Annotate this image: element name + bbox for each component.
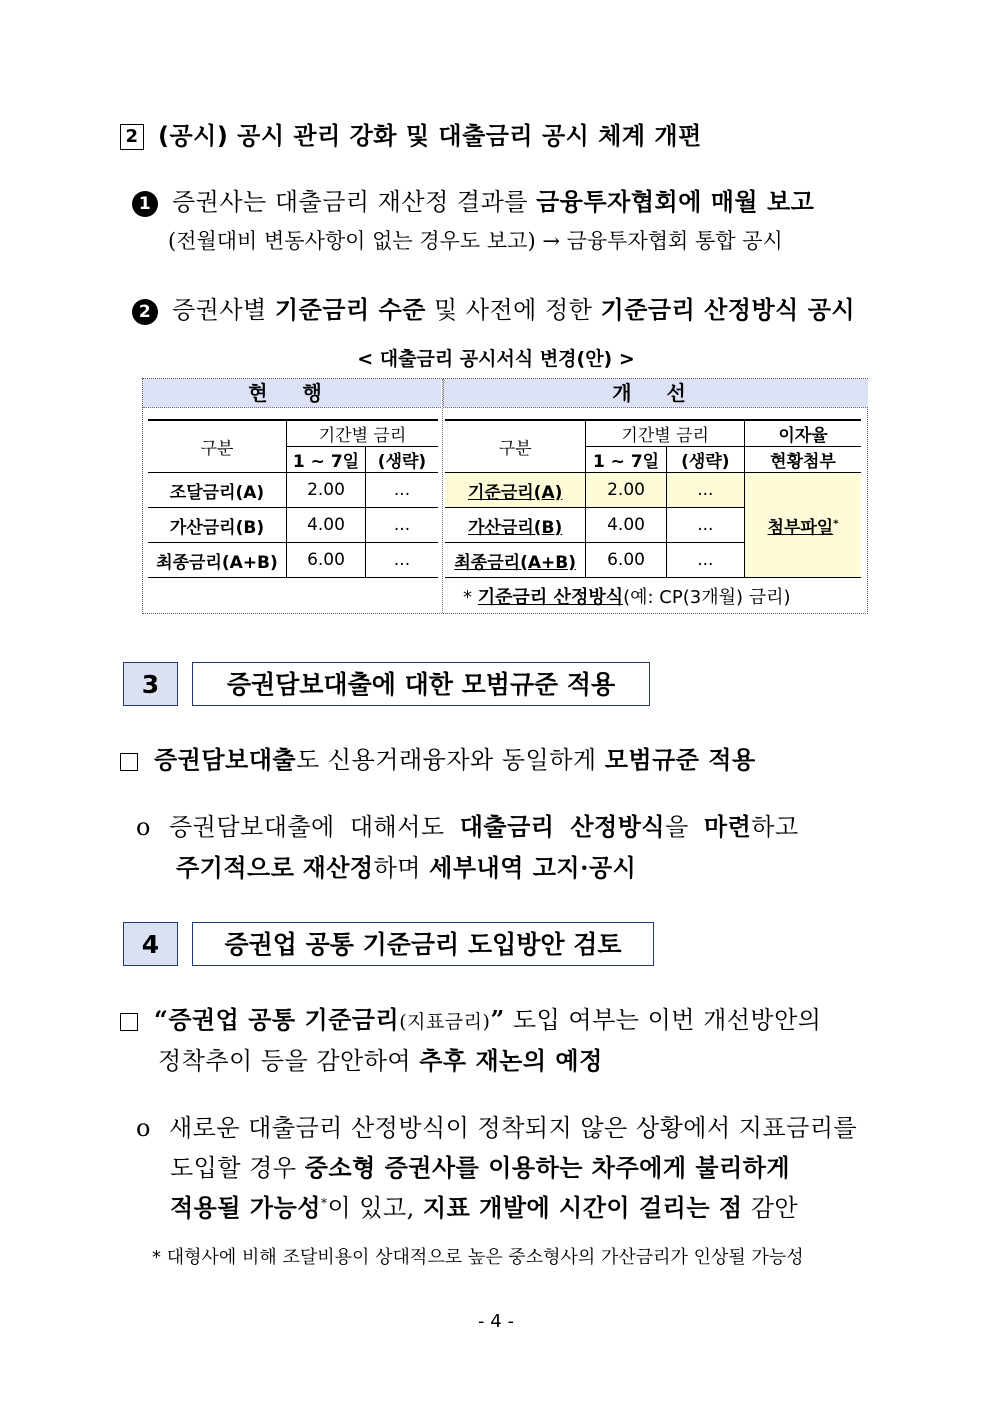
item1-bold: 금융투자협회에 매월 보고 (536, 187, 815, 216)
header-current: 현 행 (143, 379, 441, 408)
section4-sub-line1: ο 새로운 대출금리 산정방식이 정착되지 않은 상황에서 지표금리를 (136, 1114, 858, 1142)
rate-table (142, 378, 868, 614)
current-table (148, 419, 438, 578)
item2-bold1: 기준금리 수준 (274, 295, 426, 324)
item2-marker: 2 (132, 299, 158, 325)
section4-bullet-line2: 정착추이 등을 감안하여 추후 재논의 예정 (158, 1046, 603, 1075)
improved-row-label: 최종금리(A+B) (445, 543, 586, 578)
table-footnote: * 기준금리 산정방식(예: CP(3개월) 금리) (445, 578, 861, 615)
current-row-value: 4.00 (287, 508, 366, 543)
attachment-cell: 첨부파일* (745, 473, 861, 578)
improved-col-period: 기간별 금리 (586, 420, 745, 447)
section2-heading (120, 116, 702, 151)
table-caption: < 대출금리 공시서식 변경(안) > (357, 348, 635, 370)
current-col-category: 구분 (148, 420, 287, 473)
item2-line (132, 290, 855, 325)
current-col-1to7: 1 ~ 7일 (287, 447, 366, 473)
square-bullet-icon (120, 753, 138, 771)
section3-sub-line1: ο 증권담보대출에 대해서도 대출금리 산정방식을 마련하고 (136, 812, 799, 841)
section3-bullet: 증권담보대출도 신용거래융자와 동일하게 모범규준 적용 (120, 740, 756, 775)
section4-footnote: * 대형사에 비해 조달비용이 상대적으로 높은 중소형사의 가산금리가 인상될 가능성 (152, 1247, 804, 1268)
improved-row-omit: ... (666, 508, 744, 543)
section4-number: 4 (123, 922, 178, 966)
improved-col-1to7: 1 ~ 7일 (586, 447, 666, 473)
current-row-label: 가산금리(B) (148, 508, 287, 543)
improved-col-category: 구분 (445, 420, 586, 473)
circle-bullet-icon: ο (136, 813, 151, 841)
section4-sub-line3: 적용될 가능성*이 있고, 지표 개발에 시간이 걸리는 점 감안 (170, 1193, 799, 1222)
improved-row-value: 6.00 (586, 543, 666, 578)
footnote-bold: 기준금리 산정방식 (477, 587, 624, 608)
current-row-label: 최종금리(A+B) (148, 543, 287, 578)
table-row (148, 508, 438, 543)
current-row-label: 조달금리(A) (148, 473, 287, 508)
attachment-link[interactable]: 첨부파일 (767, 517, 834, 538)
current-row-value: 6.00 (287, 543, 366, 578)
current-row-omit: ... (366, 543, 439, 578)
table-row (445, 473, 861, 508)
circle-bullet-icon: ο (136, 1114, 151, 1142)
improved-col-omit: (생략) (666, 447, 744, 473)
section3-number: 3 (123, 662, 178, 706)
improved-col-interest-1: 이자율 (745, 420, 861, 447)
current-row-omit: ... (366, 508, 439, 543)
section2-title: 공시 관리 강화 및 대출금리 공시 체계 개편 (237, 121, 702, 150)
improved-row-label: 기준금리(A) (445, 473, 586, 508)
item2-pre: 증권사별 (172, 296, 267, 324)
section3-title: 증권담보대출에 대한 모범규준 적용 (192, 662, 650, 706)
item2-bold2: 기준금리 산정방식 공시 (600, 295, 856, 324)
square-bullet-icon (120, 1013, 138, 1031)
item1-line1 (132, 182, 814, 217)
improved-col-interest-2: 현황첨부 (745, 447, 861, 473)
item1-marker: 1 (132, 191, 158, 217)
section4-title: 증권업 공통 기준금리 도입방안 검토 (192, 922, 654, 966)
table-row (148, 543, 438, 578)
section4-bullet-line1: “증권업 공통 기준금리(지표금리)” 도입 여부는 이번 개선방안의 (120, 1000, 822, 1035)
current-col-omit: (생략) (366, 447, 439, 473)
section3-sub-line2: 주기적으로 재산정하며 세부내역 고지·공시 (176, 853, 637, 882)
section2-title-paren: (공시) (158, 122, 229, 150)
current-row-value: 2.00 (287, 473, 366, 508)
improved-row-omit: ... (666, 473, 744, 508)
header-improved: 개 선 (443, 379, 868, 408)
item1-pre: 증권사는 대출금리 재산정 결과를 (172, 188, 528, 216)
table-row (148, 473, 438, 508)
improved-row-omit: ... (666, 543, 744, 578)
current-col-period: 기간별 금리 (287, 420, 439, 447)
section2-number: 2 (120, 124, 144, 150)
improved-row-label: 가산금리(B) (445, 508, 586, 543)
current-row-omit: ... (366, 473, 439, 508)
footnote-rest: (예: CP(3개월) 금리) (623, 587, 791, 608)
page-number: - 4 - (478, 1311, 514, 1332)
section4-sub-line2: 도입할 경우 중소형 증권사를 이용하는 차주에게 불리하게 (170, 1153, 791, 1182)
improved-row-value: 4.00 (586, 508, 666, 543)
item2-mid: 및 사전에 정한 (434, 296, 593, 324)
item1-line2: (전월대비 변동사항이 없는 경우도 보고) → 금융투자협회 통합 공시 (168, 229, 783, 253)
improved-table (445, 419, 861, 614)
improved-row-value: 2.00 (586, 473, 666, 508)
